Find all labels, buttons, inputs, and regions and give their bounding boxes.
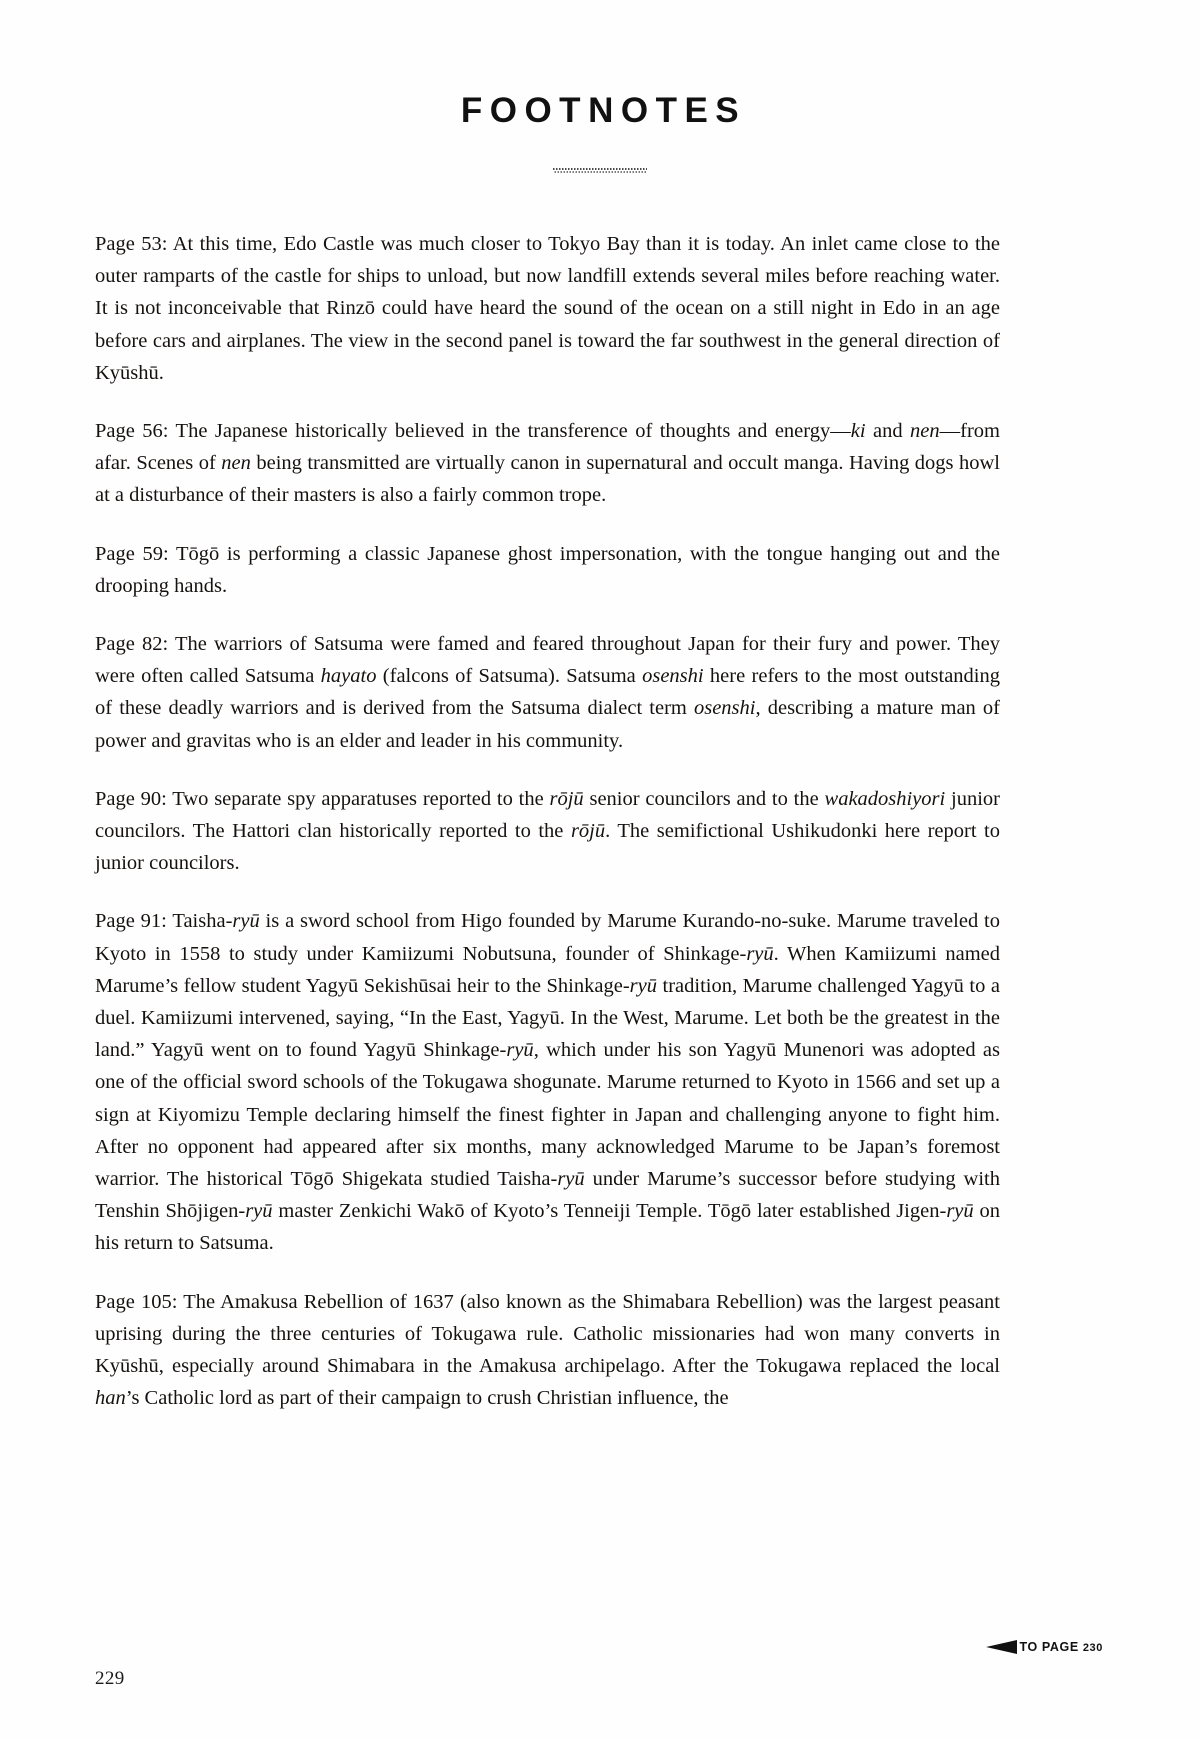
term-ryu-4: ryū bbox=[506, 1039, 534, 1062]
continuation-label bbox=[1017, 1641, 1103, 1654]
term-han: han bbox=[95, 1387, 126, 1410]
term-osenshi-2: osenshi bbox=[693, 697, 756, 720]
term-ryu-7: ryū bbox=[946, 1200, 974, 1223]
footnote-text: Page 91: Taisha-ryū is a sword school from Higo founded by Marume Kurando-no-suke. Marume traveled to Kyoto in 1558 to study under Kamiizumi Nobutsuna, founder of Shinkage-ryū. When Kamiizumi named Marume’s fellow student Yagyū Sekishūsai heir to the Shinkage-ryū tradition, Marume challenged Yagyū to a duel. Kamiizumi intervened, saying, “In the East, Yagyū. In the West, Marume. Let both be the greatest in the land.” Yagyū went on to found Yagyū Shinkage-ryū, which under his son Yagyū Munenori was adopted as one of the official sword schools of the Tokugawa shogunate. Marume returned to Kyoto in 1566 and set up a sign at Kiyomizu Temple declaring himself the finest fighter in Japan and challenging anyone to fight him. After no opponent had appeared after six months, many acknowledged Marume to be Japan’s foremost warrior. The historical Tōgō Shigekata studied Taisha-ryū under Marume’s successor before studying with Tenshin Shōjigen-ryū master Zenkichi Wakō of Kyoto’s Tenneiji Temple. Tōgō later established Jigen-ryū on his return to Satsuma. bbox=[95, 910, 1001, 1255]
term-ki: ki bbox=[850, 420, 866, 443]
footnote-text: Page 56: The Japanese historically believed in the transference of thoughts and energy—ki and nen—from afar. Scenes of nen being transmitted are virtually canon in supernatural and occult manga. Having dogs howl at a disturbance of their masters is also a fairly common trope. bbox=[95, 420, 1000, 507]
footnote-page-59 bbox=[95, 538, 1000, 602]
footnote-text: Page 105: The Amakusa Rebellion of 1637 (also known as the Shimabara Rebellion) was the largest peasant uprising during the three centuries of Tokugawa rule. Catholic missionaries had won many converts in Kyūshū, especially around Shimabara in the Amakusa archipelago. After the Tokugawa replaced the local han’s Catholic lord as part of their campaign to crush Christian influence, the bbox=[95, 1290, 1000, 1410]
footnote-text: Page 82: The warriors of Satsuma were famed and feared throughout Japan for their fury and power. They were often called Satsuma hayato (falcons of Satsuma). Satsuma osenshi here refers to the most outstanding of these deadly warriors and is derived from the Satsuma dialect term osenshi, describing a mature man of power and gravitas who is an elder and leader in his community. bbox=[95, 633, 1001, 752]
term-ryu: ryū bbox=[232, 910, 260, 933]
term-nen-2: nen bbox=[221, 452, 251, 475]
footnote-page-91 bbox=[95, 905, 1000, 1259]
term-ryu-5: ryū bbox=[557, 1168, 585, 1191]
footnote-page-53 bbox=[95, 228, 1000, 389]
footnote-page-56 bbox=[95, 415, 1000, 512]
term-ryu-6: ryū bbox=[245, 1200, 273, 1223]
footnote-page-82 bbox=[95, 628, 1000, 757]
continuation-page-number: 230 bbox=[1082, 1642, 1103, 1654]
page-number: 229 bbox=[95, 1668, 125, 1689]
footnote-text: Page 53: At this time, Edo Castle was much closer to Tokyo Bay than it is today. An inlet came close to the outer ramparts of the castle for ships to unload, but now landfill extends several miles before reaching water. It is not inconceivable that Rinzō could have heard the sound of the ocean on a still night in Edo in an age before cars and airplanes. The view in the second panel is toward the far southwest in the general direction of Kyūshū. bbox=[95, 233, 1000, 384]
footnote-page-105 bbox=[95, 1286, 1000, 1415]
page-header bbox=[0, 92, 1200, 131]
continuation-marker bbox=[986, 1638, 1103, 1656]
footnotes-list bbox=[95, 228, 1000, 1415]
ornament-divider bbox=[553, 168, 647, 173]
footnote-text: Page 59: Tōgō is performing a classic Japanese ghost impersonation, with the tongue hanging out and the drooping hands. bbox=[95, 542, 1000, 597]
term-osenshi: osenshi bbox=[642, 665, 704, 688]
term-roju: rōjū bbox=[549, 787, 584, 810]
term-ryu-2: ryū bbox=[746, 942, 774, 965]
left-triangle-icon bbox=[986, 1640, 1017, 1654]
term-wakadoshiyori: wakadoshiyori bbox=[824, 787, 946, 810]
term-nen: nen bbox=[910, 420, 940, 443]
term-ryu-3: ryū bbox=[629, 974, 657, 997]
page-title: FOOTNOTES bbox=[460, 91, 747, 130]
term-roju-2: rōjū bbox=[570, 820, 606, 843]
term-hayato: hayato bbox=[320, 665, 377, 688]
footnote-text: Page 90: Two separate spy apparatuses reported to the rōjū senior councilors and to the wakadoshiyori junior councilors. The Hattori clan historically reported to the rōjū. The semifictional Ushikudonki here report to junior councilors. bbox=[95, 787, 1001, 875]
continuation-label-text: TO PAGE bbox=[1019, 1640, 1079, 1654]
footnote-page-90 bbox=[95, 783, 1000, 880]
